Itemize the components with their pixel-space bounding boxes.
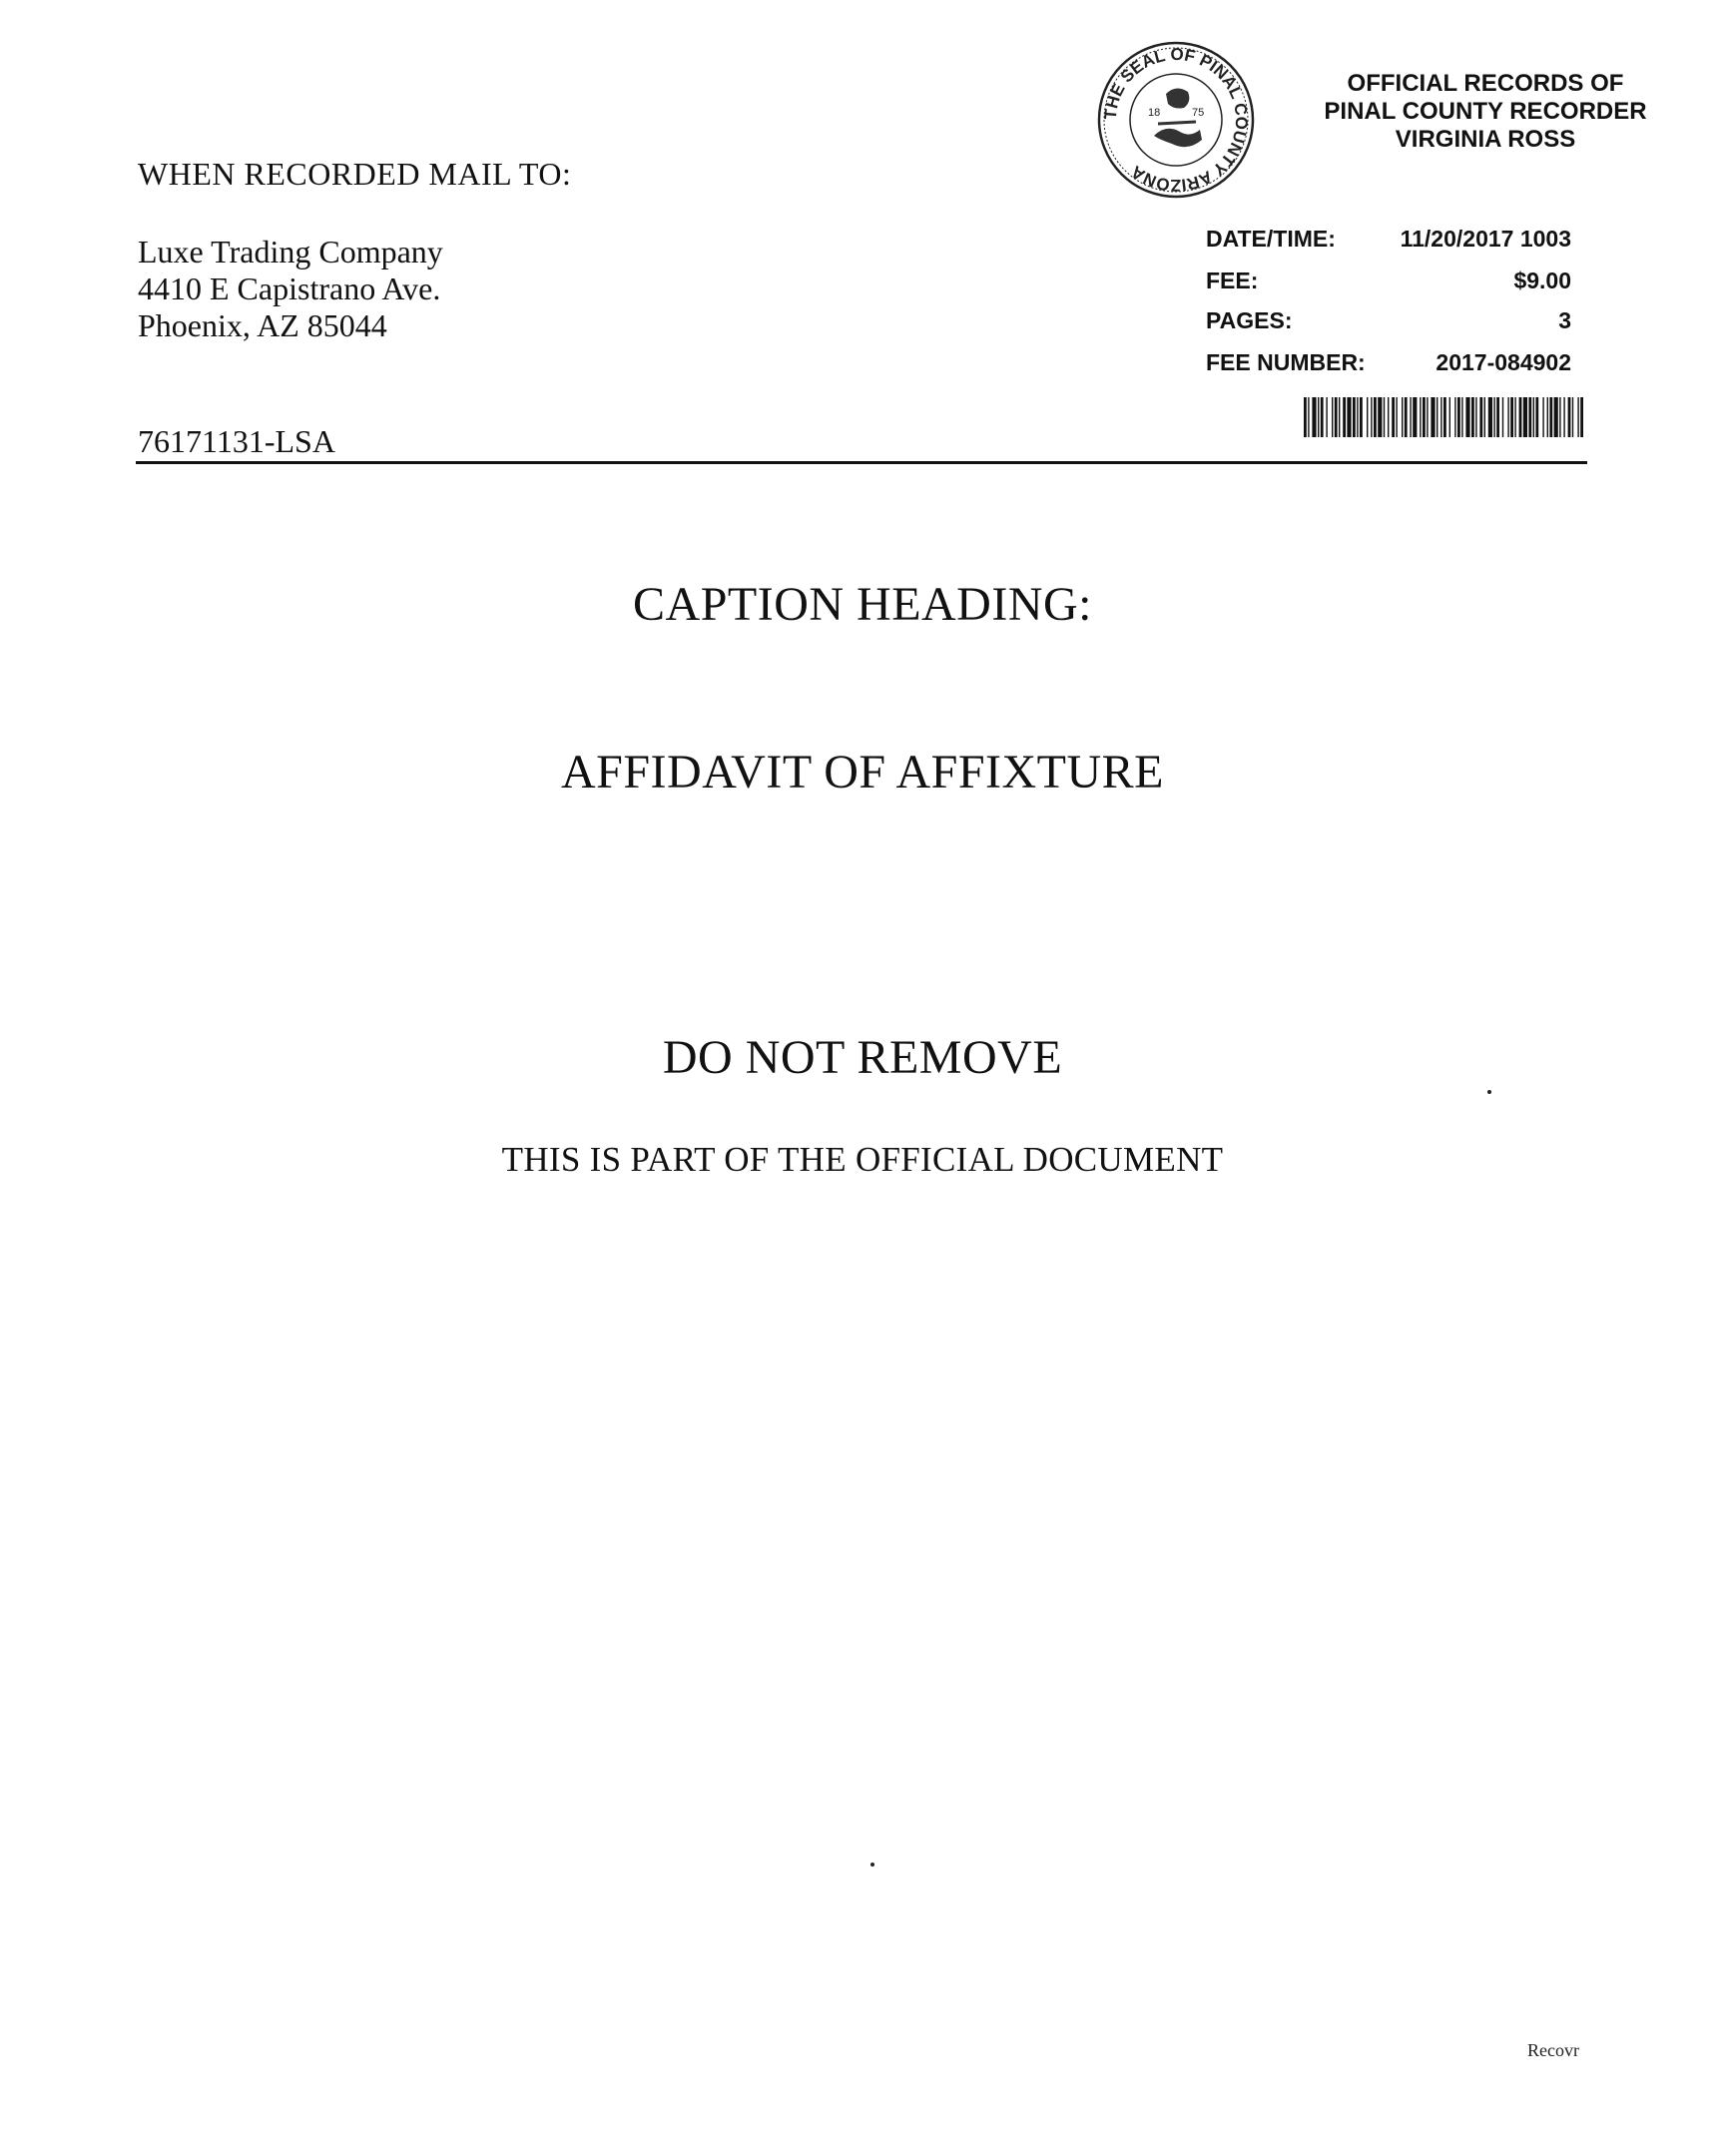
mail-to-heading: WHEN RECORDED MAIL TO: [138,156,572,192]
pages-label: PAGES: [1206,307,1293,333]
caption-heading: CAPTION HEADING: [633,578,1092,631]
recorder-line-1: OFFICIAL RECORDS OF [1347,70,1624,97]
official-document-notice: THIS IS PART OF THE OFFICIAL DOCUMENT [501,1140,1224,1179]
order-number: 76171131-LSA [138,423,335,459]
datetime-value: 11/20/2017 1003 [1400,226,1571,252]
recording-fee-row [1206,268,1571,294]
recording-pages-row [1206,307,1571,334]
recording-datetime-row [1206,226,1571,253]
address-line-name: Luxe Trading Company [138,234,443,270]
county-seal-icon [1096,40,1256,200]
datetime-label: DATE/TIME: [1206,226,1336,252]
recorder-header [1266,70,1705,154]
stray-mark [1487,1090,1491,1094]
header-divider [136,461,1587,464]
footer-note: Recovr [1527,2040,1579,2060]
fee-number-label: FEE NUMBER: [1206,349,1366,375]
pages-value: 3 [1558,307,1571,333]
recording-fee-number-row [1206,349,1571,376]
fee-number-value: 2017-084902 [1436,349,1571,375]
address-line-street: 4410 E Capistrano Ave. [138,270,441,306]
seal-year-left: 18 [1148,107,1161,119]
recorder-line-2: PINAL COUNTY RECORDER [1324,98,1647,125]
do-not-remove-notice: DO NOT REMOVE [662,1031,1063,1084]
document-title: AFFIDAVIT OF AFFIXTURE [560,746,1164,799]
stray-mark [870,1863,874,1867]
barcode-icon [1304,397,1583,437]
seal-ring-text: THE SEAL OF PINAL COUNTY ARIZONA [1100,44,1252,196]
svg-text:THE SEAL OF PINAL COUNTY ARIZO [1101,45,1251,195]
address-line-city: Phoenix, AZ 85044 [138,307,387,343]
seal-year-right: 75 [1192,107,1205,119]
fee-value: $9.00 [1513,268,1571,293]
recorder-line-3: VIRGINIA ROSS [1395,126,1576,153]
fee-label: FEE: [1206,268,1259,293]
